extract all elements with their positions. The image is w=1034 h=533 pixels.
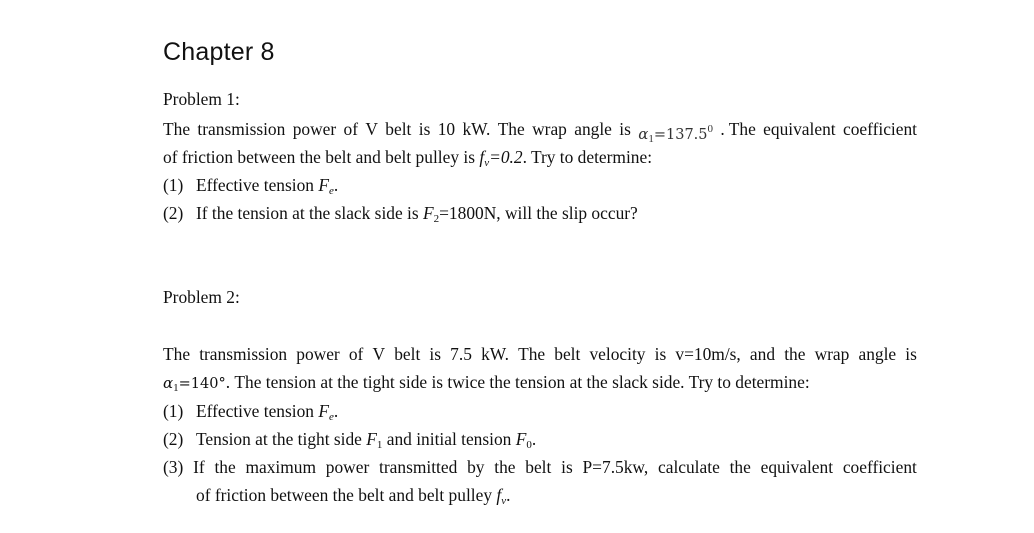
p2-i3-w7: the	[494, 457, 516, 477]
item-after: .	[333, 401, 339, 421]
f0-subscript: 0	[526, 439, 532, 451]
p2-i3-w6: by	[467, 457, 485, 477]
p2-i3-w8: belt	[525, 457, 552, 477]
problem2-item2	[163, 428, 536, 456]
p1-l1-w5: V	[365, 119, 378, 139]
p2-l1-w13: is	[654, 344, 667, 364]
f-symbol: f	[479, 147, 485, 167]
item-cont: of friction between the belt and belt pulley	[196, 485, 493, 505]
p2-l1-w6: belt	[394, 344, 421, 364]
item-text: Effective tension	[196, 401, 314, 421]
p2-i3-w9: is	[561, 457, 573, 477]
p1-l1-w4: of	[343, 119, 359, 139]
item-number: (2)	[163, 429, 184, 449]
p2-l1-w18: angle	[858, 344, 897, 364]
f2-subscript: 2	[433, 213, 440, 225]
fe-symbol: F	[318, 175, 329, 195]
p2-i3-w10: P=7.5kw,	[582, 457, 649, 477]
problem2-item1	[163, 400, 338, 428]
chapter-title: Chapter 8	[163, 38, 275, 66]
p2-l2-after: . The tension at the tight side is twice the tension at the slack side. Try to determine:	[225, 372, 810, 392]
item-number: (3)	[163, 457, 184, 477]
alpha-symbol: α	[638, 125, 649, 143]
p2-l1-w2: transmission	[199, 344, 288, 364]
p2-l1-w19: is	[905, 344, 917, 364]
p2-l1-w17: wrap	[814, 344, 850, 364]
item-number: (1)	[163, 175, 184, 195]
problem1-line2	[163, 146, 652, 174]
f0-symbol: F	[515, 429, 527, 449]
p1-l2-before: of friction between the belt and belt pulley is	[163, 147, 475, 167]
p1-l2-after: . Try to determine:	[522, 147, 653, 167]
problem2-item3	[163, 456, 917, 478]
p1-l1-w12: angle	[574, 119, 612, 139]
fe-subscript: e	[328, 411, 334, 423]
p2-l1-w15: and	[749, 344, 776, 364]
p2-l1-w9: kW.	[481, 344, 509, 364]
item-after: .	[531, 429, 537, 449]
f-subscript: v	[484, 157, 490, 169]
p2-i3-w5: transmitted	[379, 457, 458, 477]
angle-value: =140°	[178, 376, 226, 392]
p2-wrap-angle-formula	[163, 372, 226, 392]
p1-l1-w10: The	[497, 119, 525, 139]
item-text: Effective tension	[196, 175, 314, 195]
p2-l1-w1: The	[163, 344, 191, 364]
problem1-item1	[163, 174, 338, 202]
alpha-symbol: α	[163, 374, 174, 392]
p2-i3-w14: coefficient	[842, 457, 917, 477]
p2-i3-w3: maximum	[245, 457, 316, 477]
p2-i3-w11: calculate	[658, 457, 720, 477]
p2-l1-w16: the	[784, 344, 806, 364]
problem1-item2	[163, 202, 638, 230]
p1-l1-w3: power	[292, 119, 337, 139]
p1-l1-w1: The	[163, 119, 191, 139]
fv-subscript: v	[501, 495, 507, 507]
item-text: If the tension at the slack side is	[196, 203, 419, 223]
problem1-title: Problem 1:	[163, 89, 240, 109]
item-number: (1)	[163, 401, 184, 421]
f2-symbol: F	[423, 203, 434, 223]
p1-l1-w11: wrap	[532, 119, 567, 139]
item-number: (2)	[163, 203, 184, 223]
p2-i3-w13: equivalent	[760, 457, 834, 477]
p1-l1-w9: kW.	[462, 119, 491, 139]
fe-subscript: e	[328, 185, 334, 197]
p1-l1-w7: is	[418, 119, 431, 139]
p2-l1-w7: is	[429, 344, 442, 364]
item-mid: and initial tension	[386, 429, 512, 449]
item-after: .	[506, 485, 511, 505]
f-value: =0.2	[489, 147, 523, 167]
item-text: Tension at the tight side	[196, 429, 362, 449]
p2-l1-w12: velocity	[589, 344, 646, 364]
fv-symbol: f	[496, 485, 502, 505]
p1-l1-w14: . The	[720, 119, 756, 139]
problem2-line1	[163, 343, 917, 365]
fe-symbol: F	[318, 401, 329, 421]
p2-i3-w4: power	[325, 457, 370, 477]
p2-l1-w11: belt	[554, 344, 581, 364]
p2-i3-w2: the	[214, 457, 236, 477]
p1-l1-w2: transmission	[197, 119, 286, 139]
p1-l1-w13: is	[619, 119, 631, 139]
problem2-line2	[163, 371, 810, 399]
p2-l1-w3: power	[296, 344, 340, 364]
angle-superscript: 0	[707, 123, 714, 135]
p2-l1-w5: V	[372, 344, 386, 364]
problem2-title: Problem 2:	[163, 287, 240, 307]
p2-i3-w1: If	[193, 457, 205, 477]
angle-value: =137.5	[653, 127, 708, 143]
p2-l1-w4: of	[348, 344, 364, 364]
problem2-item3-cont	[196, 484, 510, 512]
p1-l1-w16: coefficient	[842, 119, 917, 139]
alpha-subscript: 1	[173, 382, 179, 394]
item-after: =1800N, will the slip occur?	[439, 203, 638, 223]
p2-l1-w10: The	[518, 344, 546, 364]
p2-l1-w14: v=10m/s,	[675, 344, 741, 364]
f1-subscript: 1	[376, 439, 383, 451]
alpha-subscript: 1	[648, 133, 654, 145]
p1-l1-w6: belt	[385, 119, 412, 139]
p2-i3-w12: the	[729, 457, 751, 477]
p2-l1-w8: 7.5	[450, 344, 472, 364]
item-after: .	[333, 175, 339, 195]
p1-l1-w15: equivalent	[763, 119, 836, 139]
p1-l1-w8: 10	[437, 119, 456, 139]
f1-symbol: F	[366, 429, 377, 449]
